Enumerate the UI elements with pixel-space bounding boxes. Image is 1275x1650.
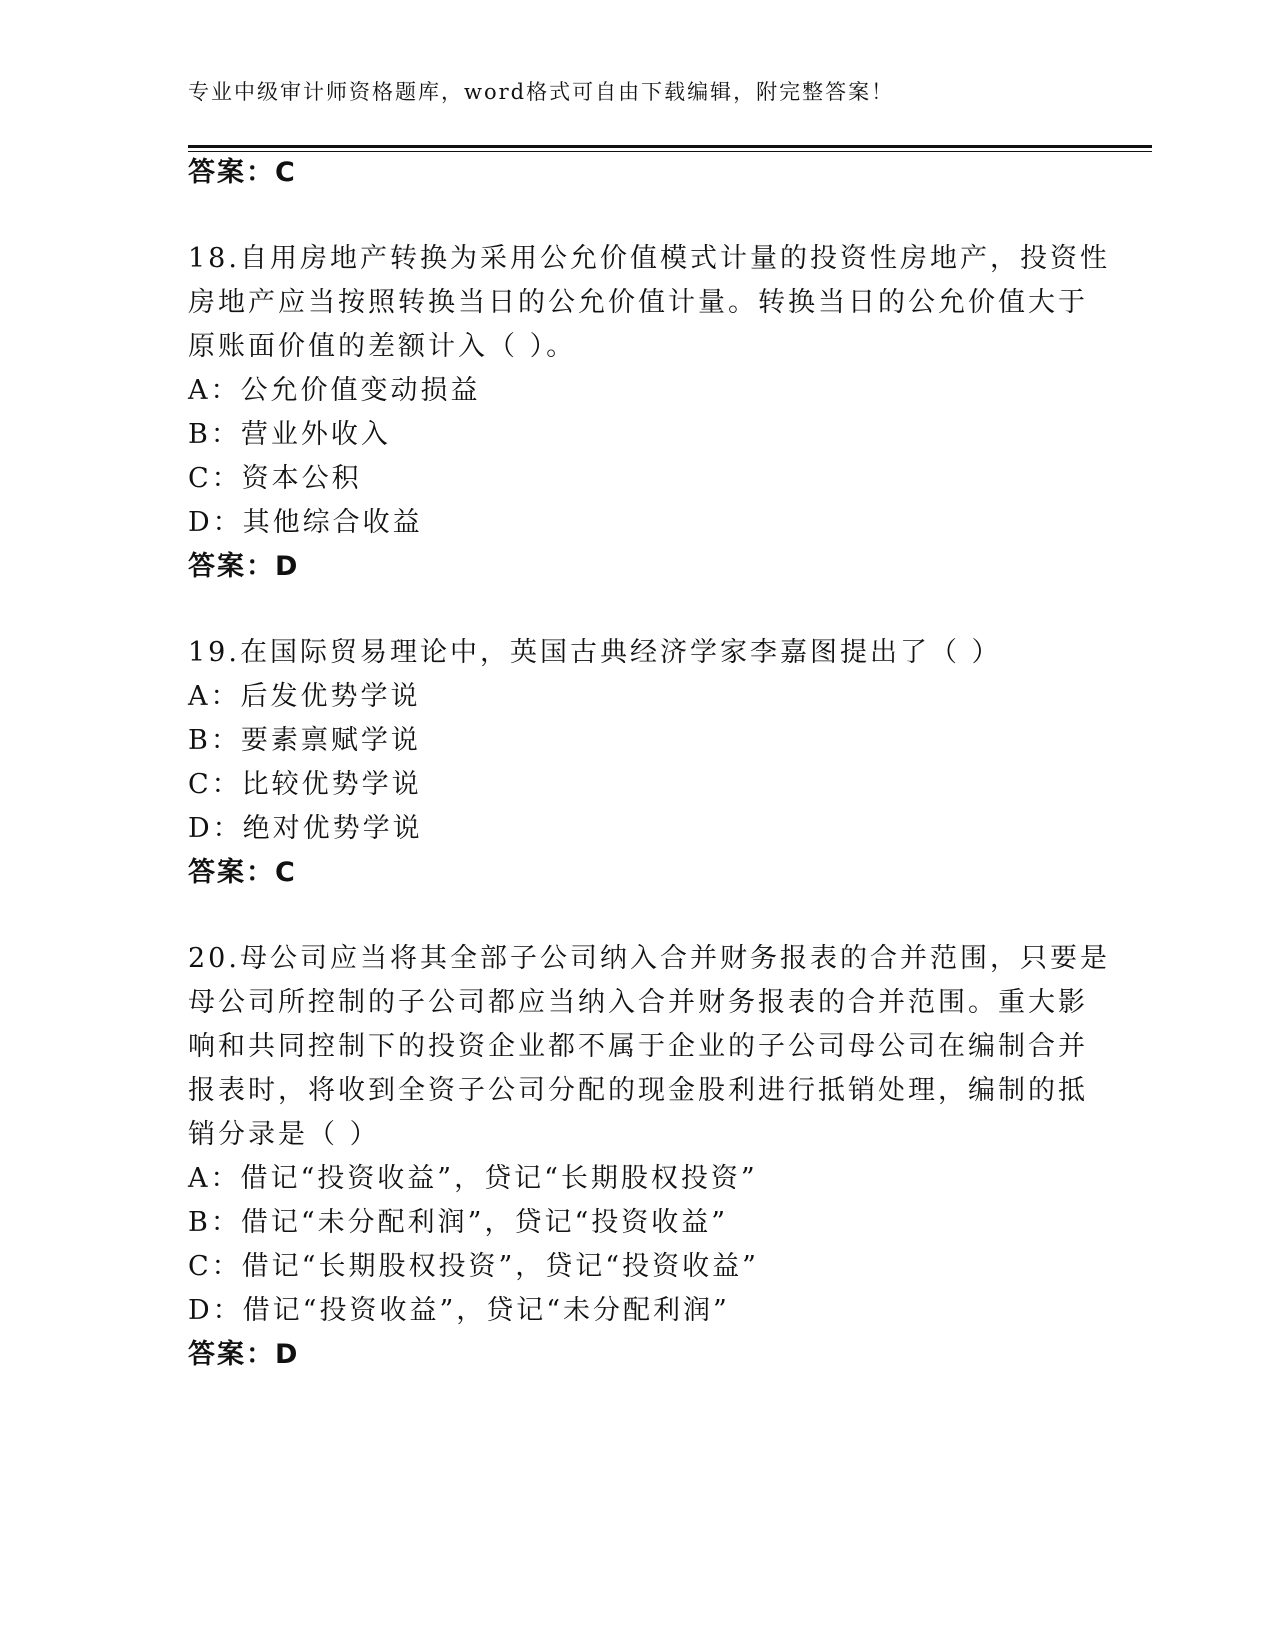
header-rule-thin bbox=[188, 151, 1152, 152]
question-20-line-5: 销分录是（ ） bbox=[188, 1119, 380, 1150]
question-20-option-c: C：借记“长期股权投资”，贷记“投资收益” bbox=[188, 1251, 759, 1282]
question-18-option-d: D：其他综合收益 bbox=[188, 507, 423, 538]
question-20-line-3: 响和共同控制下的投资企业都不属于企业的子公司母公司在编制合并 bbox=[188, 1031, 1088, 1062]
question-19-option-d: D：绝对优势学说 bbox=[188, 813, 423, 844]
question-19-option-a: A：后发优势学说 bbox=[188, 681, 421, 712]
question-20-line-2: 母公司所控制的子公司都应当纳入合并财务报表的合并范围。重大影 bbox=[188, 987, 1088, 1018]
question-18-answer: 答案：D bbox=[188, 551, 300, 582]
previous-answer: 答案：C bbox=[188, 157, 297, 188]
question-20-option-d: D：借记“投资收益”，贷记“未分配利润” bbox=[188, 1295, 730, 1326]
question-18-line-3: 原账面价值的差额计入（ ）。 bbox=[188, 331, 577, 362]
question-19-answer: 答案：C bbox=[188, 857, 297, 888]
header-rule-thick bbox=[188, 145, 1152, 148]
question-18-line-2: 房地产应当按照转换当日的公允价值计量。转换当日的公允价值大于 bbox=[188, 287, 1088, 318]
page-header: 专业中级审计师资格题库，word格式可自由下载编辑，附完整答案！ bbox=[188, 80, 895, 104]
question-19-option-b: B：要素禀赋学说 bbox=[188, 725, 421, 756]
question-18-option-c: C：资本公积 bbox=[188, 463, 362, 494]
question-20-line-1: 20.母公司应当将其全部子公司纳入合并财务报表的合并范围，只要是 bbox=[188, 943, 1110, 974]
question-18-option-a: A：公允价值变动损益 bbox=[188, 375, 481, 406]
question-18-option-b: B：营业外收入 bbox=[188, 419, 391, 450]
question-20-line-4: 报表时，将收到全资子公司分配的现金股利进行抵销处理，编制的抵 bbox=[188, 1075, 1088, 1106]
question-20-option-b: B：借记“未分配利润”，贷记“投资收益” bbox=[188, 1207, 729, 1238]
question-18-line-1: 18.自用房地产转换为采用公允价值模式计量的投资性房地产，投资性 bbox=[188, 243, 1110, 274]
question-19-option-c: C：比较优势学说 bbox=[188, 769, 422, 800]
question-20-option-a: A：借记“投资收益”，贷记“长期股权投资” bbox=[188, 1163, 758, 1194]
question-20-answer: 答案：D bbox=[188, 1339, 300, 1370]
question-19-line-1: 19.在国际贸易理论中，英国古典经济学家李嘉图提出了（ ） bbox=[188, 637, 1002, 668]
